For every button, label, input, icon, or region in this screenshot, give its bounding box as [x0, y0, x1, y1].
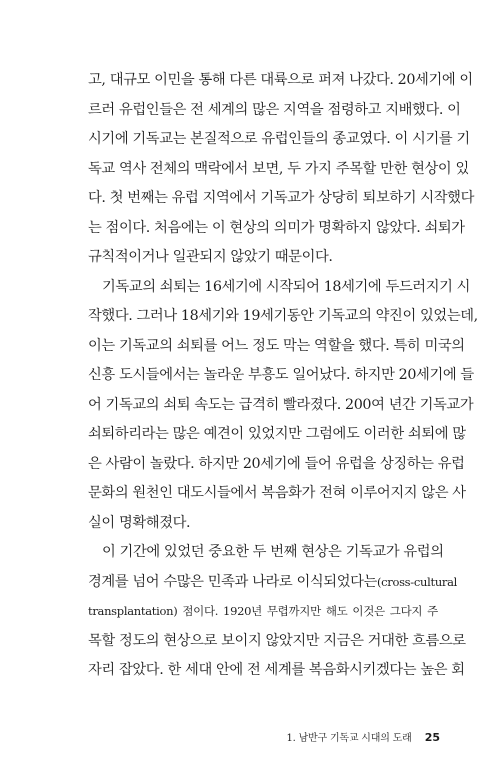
text-line: 는 점이다. 처음에는 이 현상의 의미가 명확하지 않았다. 쇠퇴가 — [88, 219, 465, 236]
text-line: 쇠퇴하리라는 많은 예견이 있었지만 그럼에도 이러한 쇠퇴에 많 — [88, 426, 466, 442]
body-text — [88, 66, 478, 686]
text-line-with-term — [88, 568, 458, 598]
text-line: 규칙적이거나 일관되지 않았기 때문이다. — [88, 249, 333, 265]
text-line: 독교 역사 전체의 맥락에서 보면, 두 가지 주목할 만한 현상이 있 — [88, 160, 469, 177]
page-footer — [0, 726, 440, 745]
english-term-continued: transplantation) 점이다. 1920년 무렵까지만 해도 이것은 그다지 주 — [88, 604, 438, 618]
text-line: 시기에 기독교는 본질적으로 유럽인들의 종교였다. 이 시기를 기 — [88, 131, 470, 147]
text-line: 은 사람이 놀랐다. 하지만 20세기에 들어 유럽을 상징하는 유럽 — [88, 455, 465, 472]
text-line: 실이 명확해졌다. — [88, 514, 191, 531]
text-line: 자리 잡았다. 한 세대 안에 전 세계를 복음화시키겠다는 높은 회 — [88, 662, 465, 678]
english-term: (cross-cultural — [376, 574, 458, 589]
text-line: 문화의 원천인 대도시들에서 복음화가 전혀 이루어지지 않은 사 — [88, 485, 466, 501]
text-line — [88, 597, 438, 627]
text-line: 고, 대규모 이민을 통해 다른 대륙으로 퍼져 나갔다. 20세기에 이 — [88, 72, 473, 88]
text-line: 이는 기독교의 쇠퇴를 어느 정도 막는 역할을 했다. 특히 미국의 — [88, 337, 465, 354]
running-footer-title: 1. 남반구 기독교 시대의 도래 — [286, 733, 412, 744]
text-line: 어 기독교의 쇠퇴 속도는 급격히 빨라졌다. 200여 년간 기독교가 — [88, 396, 474, 413]
text-line: 목할 정도의 현상으로 보이지 않았지만 지금은 거대한 흐름으로 — [88, 632, 466, 649]
text-line: 다. 첫 번째는 유럽 지역에서 기독교가 상당히 퇴보하기 시작했다 — [88, 190, 474, 206]
page-number: 25 — [424, 731, 440, 744]
text-segment: 경계를 넘어 수많은 민족과 나라로 이식되었다는 — [88, 573, 377, 590]
text-line: 기독교의 쇠퇴는 16세기에 시작되어 18세기에 두드러지기 시 — [102, 278, 471, 295]
text-line: 작했다. 그러나 18세기와 19세기동안 기독교의 약진이 있었는데, — [88, 308, 478, 324]
text-line: 이 기간에 있었던 중요한 두 번째 현상은 기독교가 유럽의 — [102, 544, 444, 560]
text-line: 르러 유럽인들은 전 세계의 많은 지역을 점령하고 지배했다. 이 — [88, 101, 461, 118]
text-line: 신흥 도시들에서는 놀라운 부흥도 일어났다. 하지만 20세기에 들 — [88, 367, 474, 383]
